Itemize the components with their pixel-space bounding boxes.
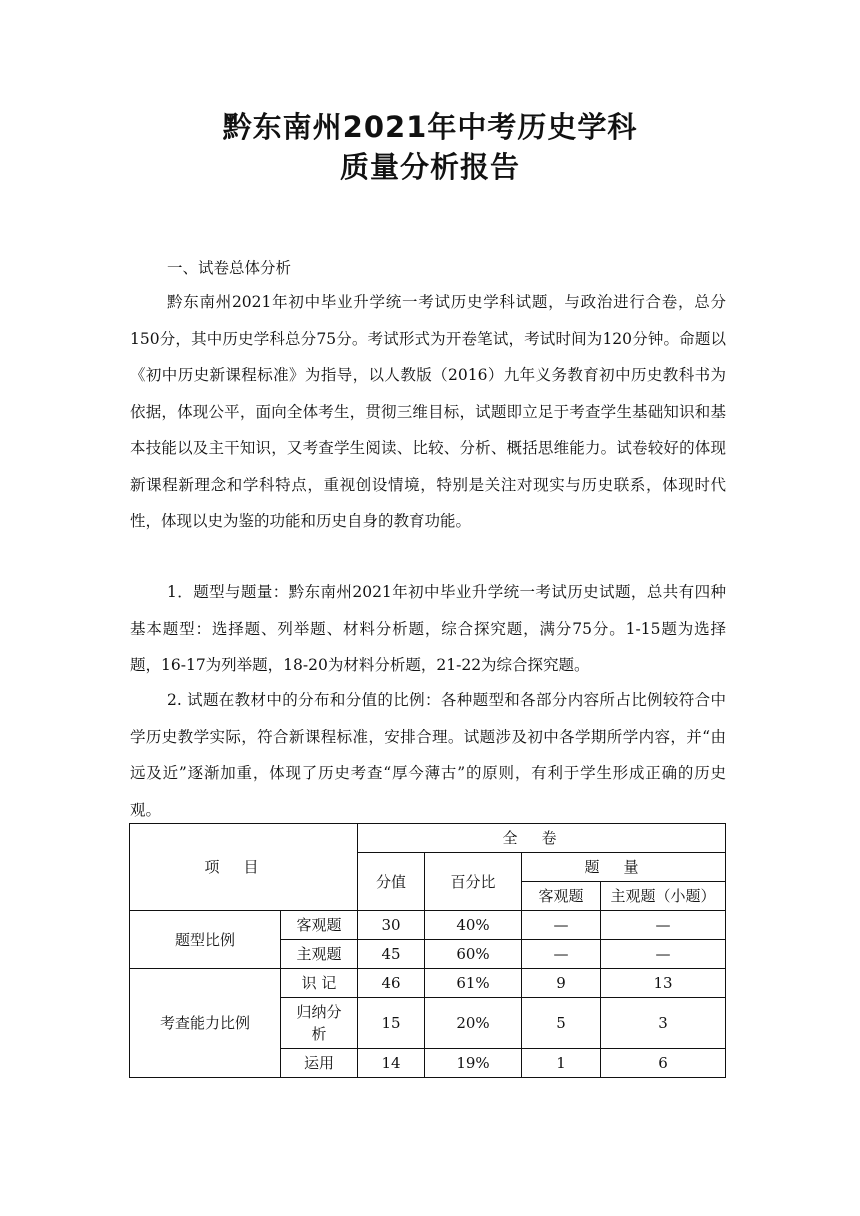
group-label-question-type: 题型比例 xyxy=(130,911,281,969)
section-heading: 一、试卷总体分析 xyxy=(167,259,292,277)
cell-percent: 60% xyxy=(425,940,522,969)
cell-percent: 61% xyxy=(425,969,522,998)
header-question-count: 题量 xyxy=(522,853,726,882)
header-subjective: 主观题（小题） xyxy=(601,882,726,911)
header-item: 项目 xyxy=(130,824,358,911)
cell-subjective: — xyxy=(601,911,726,940)
cell-objective: — xyxy=(522,940,601,969)
row-label: 主观题 xyxy=(281,940,358,969)
cell-percent: 19% xyxy=(425,1049,522,1078)
cell-subjective: 13 xyxy=(601,969,726,998)
cell-score: 46 xyxy=(358,969,425,998)
cell-percent: 20% xyxy=(425,998,522,1049)
cell-score: 30 xyxy=(358,911,425,940)
paragraph-overview: 黔东南州2021年初中毕业升学统一考试历史学科试题，与政治进行合卷，总分150分，其中历史学科总分75分。考试形式为开卷笔试，考试时间为120分钟。命题以《初中历史新课程标准》为指导，以人教版（2016）九年义务教育初中历史教科书为依据，体现公平，面向全体考生，贯彻三维目标，试题即立足于考查学生基础知识和基本技能以及主干知识，又考查学生阅读、比较、分析、概括思维能力。试卷较好的体现新课程新理念和学科特点，重视创设情境，特别是关注对现实与历史联系，体现时代性，体现以史为鉴的功能和历史自身的教育功能。 xyxy=(130,293,726,530)
cell-subjective: 6 xyxy=(601,1049,726,1078)
cell-score: 45 xyxy=(358,940,425,969)
paragraph-distribution: 2. 试题在教材中的分布和分值的比例：各种题型和各部分内容所占比例较符合中学历史教学实际，符合新课程标准，安排合理。试题涉及初中各学期所学内容，并“由远及近”逐渐加重，体现了历史考查“厚今薄古”的原则，有利于学生形成正确的历史观。 xyxy=(130,691,726,819)
header-percent: 百分比 xyxy=(425,853,522,911)
cell-subjective: — xyxy=(601,940,726,969)
cell-objective: 9 xyxy=(522,969,601,998)
table-header-row-1 xyxy=(130,824,726,853)
cell-subjective: 3 xyxy=(601,998,726,1049)
cell-objective: — xyxy=(522,911,601,940)
title-line-2: 质量分析报告 xyxy=(339,150,520,184)
cell-score: 14 xyxy=(358,1049,425,1078)
group-label-ability: 考查能力比例 xyxy=(130,969,281,1078)
row-label: 识 记 xyxy=(281,969,358,998)
header-objective: 客观题 xyxy=(522,882,601,911)
row-label: 归纳分析 xyxy=(281,998,358,1049)
row-label: 客观题 xyxy=(281,911,358,940)
header-whole-paper: 全卷 xyxy=(358,824,726,853)
cell-objective: 1 xyxy=(522,1049,601,1078)
cell-objective: 5 xyxy=(522,998,601,1049)
score-distribution-table xyxy=(129,823,726,1078)
cell-percent: 40% xyxy=(425,911,522,940)
table-row xyxy=(130,911,726,940)
cell-score: 15 xyxy=(358,998,425,1049)
table-row xyxy=(130,969,726,998)
header-score: 分值 xyxy=(358,853,425,911)
paragraph-question-types: 1．题型与题量：黔东南州2021年初中毕业升学统一考试历史试题，总共有四种基本题型：选择题、列举题、材料分析题，综合探究题，满分75分。1-15题为选择题，16-17为列举题，18-20为材料分析题，21-22为综合探究题。 xyxy=(130,583,726,674)
row-label: 运用 xyxy=(281,1049,358,1078)
title-line-1: 黔东南州2021年中考历史学科 xyxy=(222,110,638,144)
